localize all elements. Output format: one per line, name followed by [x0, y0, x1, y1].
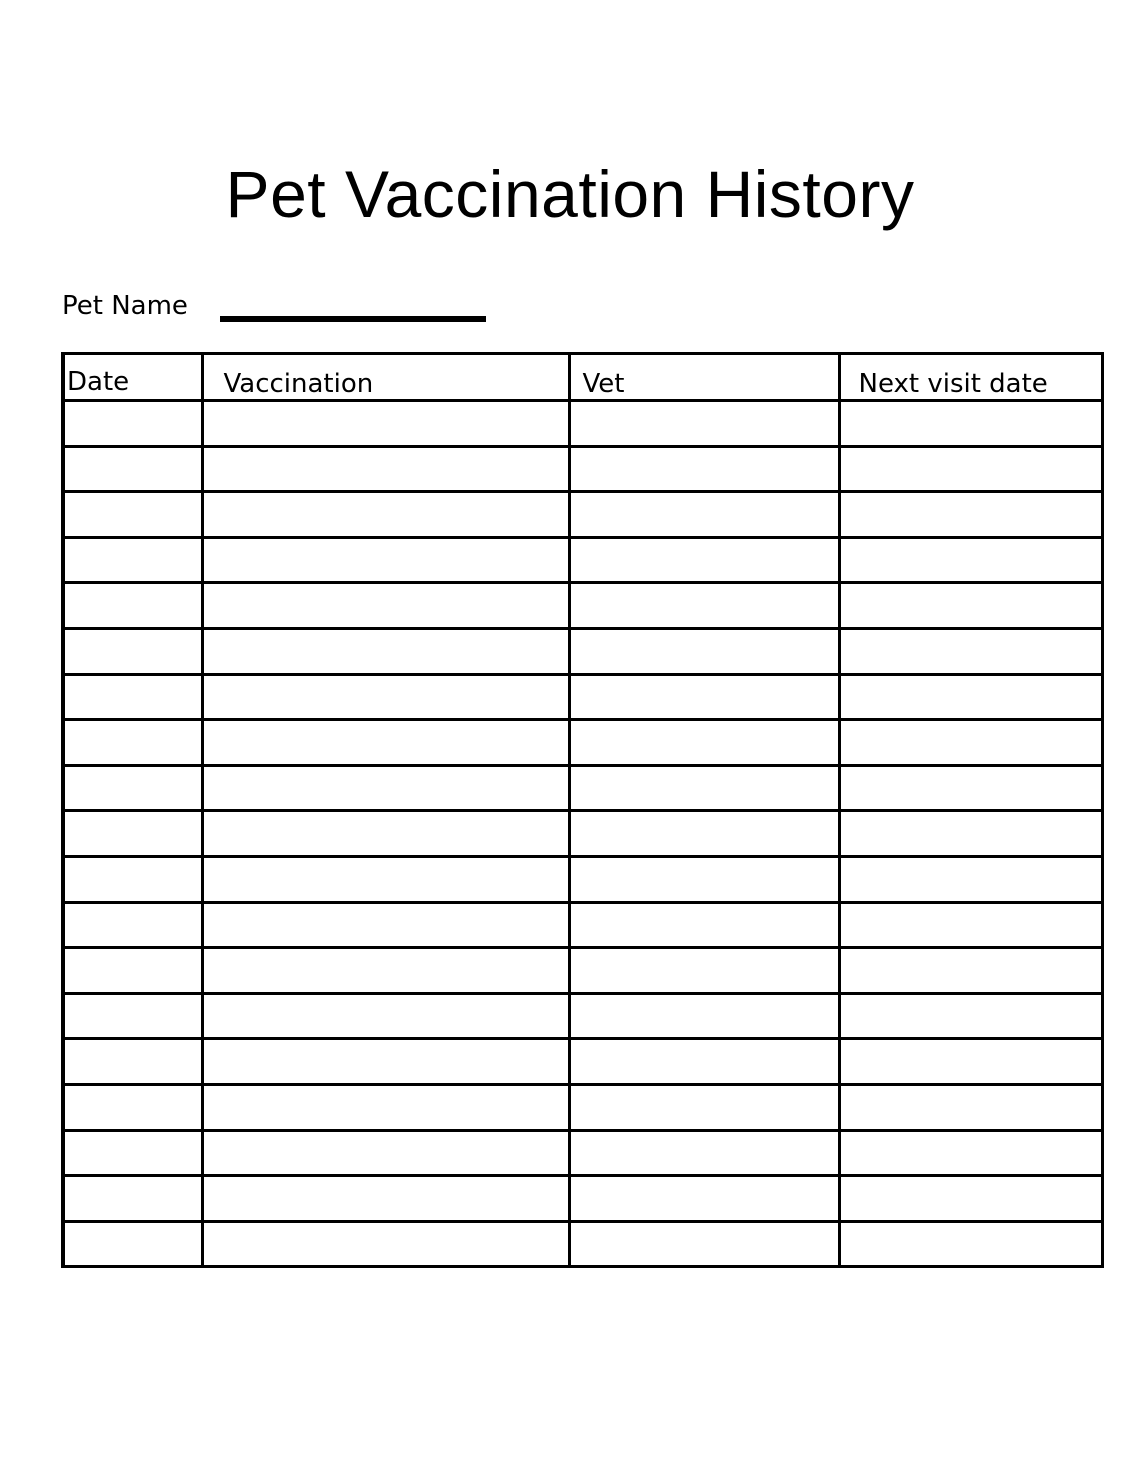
table-row	[63, 401, 1102, 447]
cell-vaccination[interactable]	[202, 811, 569, 857]
table-row	[63, 1176, 1102, 1222]
cell-vaccination[interactable]	[202, 1221, 569, 1267]
cell-date[interactable]	[63, 765, 202, 811]
cell-vaccination[interactable]	[202, 401, 569, 447]
table-row	[63, 1221, 1102, 1267]
cell-vet[interactable]	[569, 1039, 839, 1085]
cell-date[interactable]	[63, 1221, 202, 1267]
cell-next-visit-date[interactable]	[839, 1039, 1102, 1085]
cell-date[interactable]	[63, 401, 202, 447]
table-row	[63, 537, 1102, 583]
cell-date[interactable]	[63, 948, 202, 994]
pet-name-field-line[interactable]	[220, 316, 486, 322]
cell-vet[interactable]	[569, 1176, 839, 1222]
cell-vet[interactable]	[569, 674, 839, 720]
cell-next-visit-date[interactable]	[839, 492, 1102, 538]
table-row	[63, 492, 1102, 538]
pet-name-label: Pet Name	[62, 291, 188, 321]
table-row	[63, 765, 1102, 811]
page-title: Pet Vaccination History	[225, 157, 915, 231]
cell-vet[interactable]	[569, 948, 839, 994]
column-header-vet: Vet	[569, 354, 839, 401]
cell-vet[interactable]	[569, 446, 839, 492]
column-header-next-visit-date: Next visit date	[839, 354, 1102, 401]
cell-next-visit-date[interactable]	[839, 537, 1102, 583]
cell-vaccination[interactable]	[202, 674, 569, 720]
cell-vaccination[interactable]	[202, 492, 569, 538]
vaccination-table	[61, 352, 1104, 1268]
table-row	[63, 720, 1102, 766]
cell-vet[interactable]	[569, 583, 839, 629]
cell-date[interactable]	[63, 902, 202, 948]
cell-next-visit-date[interactable]	[839, 628, 1102, 674]
cell-date[interactable]	[63, 1039, 202, 1085]
cell-vaccination[interactable]	[202, 1084, 569, 1130]
table-row	[63, 446, 1102, 492]
cell-vet[interactable]	[569, 993, 839, 1039]
cell-date[interactable]	[63, 1176, 202, 1222]
column-header-date: Date	[63, 354, 202, 401]
cell-next-visit-date[interactable]	[839, 1221, 1102, 1267]
cell-date[interactable]	[63, 811, 202, 857]
cell-vaccination[interactable]	[202, 1176, 569, 1222]
cell-vaccination[interactable]	[202, 446, 569, 492]
cell-vaccination[interactable]	[202, 1039, 569, 1085]
table-row	[63, 902, 1102, 948]
cell-vaccination[interactable]	[202, 993, 569, 1039]
cell-next-visit-date[interactable]	[839, 1130, 1102, 1176]
cell-date[interactable]	[63, 674, 202, 720]
cell-vaccination[interactable]	[202, 856, 569, 902]
column-header-vaccination: Vaccination	[202, 354, 569, 401]
cell-next-visit-date[interactable]	[839, 1176, 1102, 1222]
cell-vet[interactable]	[569, 1130, 839, 1176]
cell-vaccination[interactable]	[202, 628, 569, 674]
cell-next-visit-date[interactable]	[839, 583, 1102, 629]
table-row	[63, 1084, 1102, 1130]
table-row	[63, 993, 1102, 1039]
cell-vet[interactable]	[569, 537, 839, 583]
cell-next-visit-date[interactable]	[839, 446, 1102, 492]
cell-vaccination[interactable]	[202, 720, 569, 766]
cell-date[interactable]	[63, 1130, 202, 1176]
cell-date[interactable]	[63, 537, 202, 583]
cell-vet[interactable]	[569, 1084, 839, 1130]
cell-date[interactable]	[63, 856, 202, 902]
table-row	[63, 583, 1102, 629]
table-row	[63, 1039, 1102, 1085]
cell-vet[interactable]	[569, 902, 839, 948]
cell-next-visit-date[interactable]	[839, 401, 1102, 447]
cell-date[interactable]	[63, 446, 202, 492]
cell-next-visit-date[interactable]	[839, 674, 1102, 720]
cell-next-visit-date[interactable]	[839, 720, 1102, 766]
cell-vet[interactable]	[569, 628, 839, 674]
cell-vaccination[interactable]	[202, 537, 569, 583]
table-row	[63, 1130, 1102, 1176]
cell-date[interactable]	[63, 993, 202, 1039]
cell-date[interactable]	[63, 583, 202, 629]
cell-next-visit-date[interactable]	[839, 1084, 1102, 1130]
cell-next-visit-date[interactable]	[839, 811, 1102, 857]
cell-vaccination[interactable]	[202, 583, 569, 629]
cell-next-visit-date[interactable]	[839, 993, 1102, 1039]
cell-vet[interactable]	[569, 811, 839, 857]
cell-vet[interactable]	[569, 765, 839, 811]
cell-date[interactable]	[63, 720, 202, 766]
table-body	[63, 401, 1102, 1267]
cell-next-visit-date[interactable]	[839, 765, 1102, 811]
cell-vet[interactable]	[569, 720, 839, 766]
table-row	[63, 628, 1102, 674]
table-header-row	[63, 354, 1102, 401]
cell-vaccination[interactable]	[202, 1130, 569, 1176]
cell-next-visit-date[interactable]	[839, 948, 1102, 994]
cell-vet[interactable]	[569, 1221, 839, 1267]
table-row	[63, 811, 1102, 857]
table-row	[63, 856, 1102, 902]
cell-vaccination[interactable]	[202, 765, 569, 811]
cell-date[interactable]	[63, 628, 202, 674]
cell-date[interactable]	[63, 492, 202, 538]
cell-vet[interactable]	[569, 492, 839, 538]
cell-next-visit-date[interactable]	[839, 902, 1102, 948]
table-row	[63, 948, 1102, 994]
cell-vet[interactable]	[569, 856, 839, 902]
cell-next-visit-date[interactable]	[839, 856, 1102, 902]
cell-vaccination[interactable]	[202, 902, 569, 948]
table-row	[63, 674, 1102, 720]
cell-date[interactable]	[63, 1084, 202, 1130]
cell-vaccination[interactable]	[202, 948, 569, 994]
cell-vet[interactable]	[569, 401, 839, 447]
